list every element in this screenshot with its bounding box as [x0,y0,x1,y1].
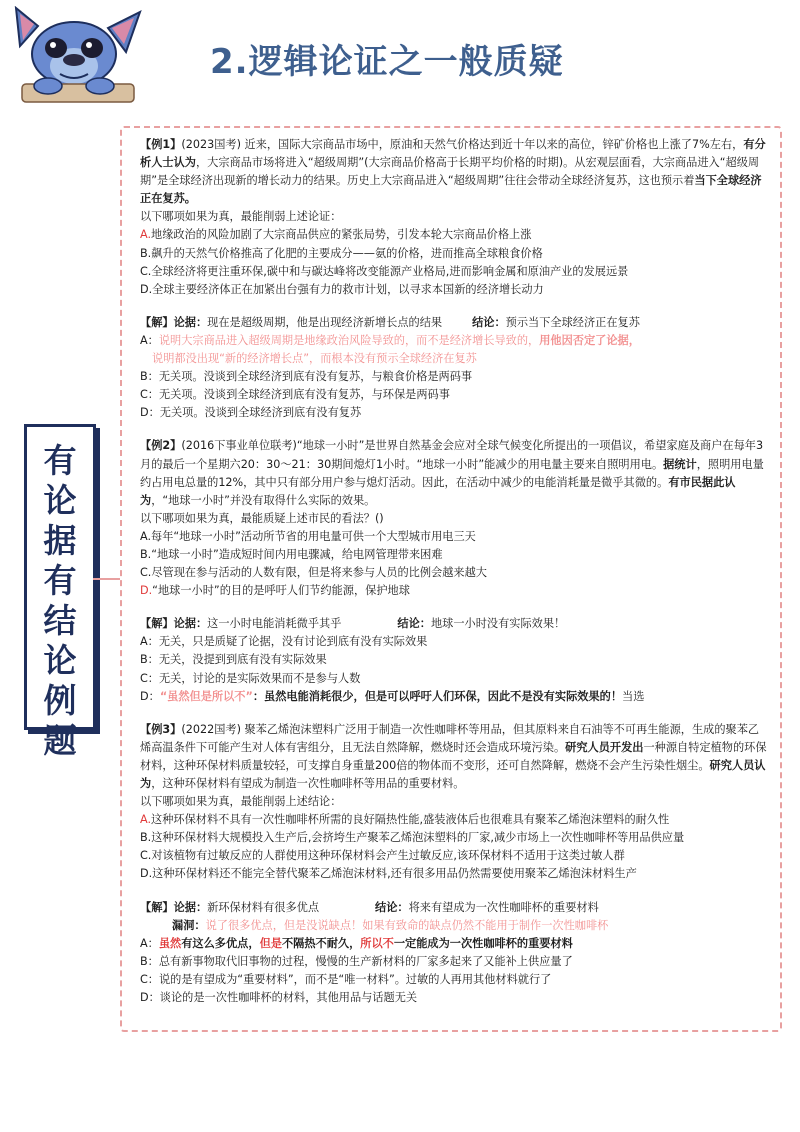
ex1-solution-a-cont: 说明都没出现“新的经济增长点”，而根本没有预示全球经济在复苏 [152,352,477,366]
ex1-option-c: C.全球经济将更注重环保,碳中和与碳达峰将改变能源产业格局,进而影响金属和原油产业的发展远景 [140,264,629,278]
ex3-solution-b: B：总有新事物取代旧事物的过程，慢慢的生产新材料的厂家多起来了又能补上供应量了 [140,954,573,968]
ex2-solution-header: 【解】论据：这一小时电能消耗微乎其乎 结论：地球一小时没有实际效果！ [140,617,566,631]
ex1-solution-b: B：无关项。没谈到全球经济到底有没有复苏，与粮食价格是两码事 [140,370,473,384]
ex3-option-d: D.这种环保材料还不能完全替代聚苯乙烯泡沫材料,还有很多用品仍然需要使用聚苯乙烯泡沫材料生产 [140,867,637,881]
ex1-stem: 【例1】(2023国考) 近来，国际大宗商品市场中，原油和天然气价格达到近十年以来的高位，锌矿价格也上涨了7%左右，有分析人士认为，大宗商品市场将进入“超级周期”(大宗商品价格高于长期平均价格的时期)。从宏观层面看，大宗商品进入“超级周期”是全球经济出现新的增长动力的结果。历史上大宗商品进入“超级周期”往往会带动全球经济复苏，这也预示着当下全球经济正在复苏。 [140,138,766,206]
ex2-solution-c: C：无关，讨论的是实际效果而不是参与人数 [140,671,361,685]
ex3-loophole: 漏洞：说了很多优点，但是没说缺点！如果有致命的缺点仍然不能用于制作一次性咖啡杯 [172,918,609,932]
ex1-label: 【例1】 [140,138,182,151]
ex1-option-b: B.飙升的天然气价格推高了化肥的主要成分——氨的价格，进而推高全球粮食价格 [140,246,543,260]
ex3-solution-d: D：谈论的是一次性咖啡杯的材料，其他用品与话题无关 [140,991,418,1005]
ex3-question: 以下哪项如果为真，最能削弱上述结论： [140,795,342,809]
connector-line [93,578,120,580]
ex1-solution-header: 【解】论据：现在是超级周期，他是出现经济新增长点的结果 结论：预示当下全球经济正在复苏 [140,315,640,329]
ex1-question: 以下哪项如果为真，最能削弱上述论证： [140,210,342,224]
ex2-stem: 【例2】(2016下事业单位联考)“地球一小时”是世界自然基金会应对全球气候变化所提出的一项倡议，希望家庭及商户在每年3月的最后一个星期六20：30～21：30期间熄灯1小时。“地球一小时”能减少的用电量主要来自照明用电。据统计，照明用电量约占用电总量的12%，其中只有部分用户参与熄灯活动。因此，在活动中减少的电能消耗量是微乎其微的。有市民据此认为，“地球一小时”并没有取得什么实际的效果。 [140,439,764,507]
ex3-stem: 【例3】(2022国考) 聚苯乙烯泡沫塑料广泛用于制造一次性咖啡杯等用品，但其原料来自石油等不可再生能源，生成的聚苯乙烯高温条件下可能产生对人体有害组分，且无法自然降解，燃烧时还会造成环境污染。研究人员开发出一种源自特定植物的环保材料，这种环保材料质量较轻，可支撑自身重量200倍的物体而不变形，还可自然降解，燃烧不会产生污染性烟尘。研究人员认为，这种环保材料有望成为制造一次性咖啡杯等用品的重要材料。 [140,722,767,790]
ex3-solution-header: 【解】论据：新环保材料有很多优点 结论：将来有望成为一次性咖啡杯的重要材料 [140,900,599,914]
ex3-option-b: B.这种环保材料大规模投入生产后,会挤垮生产聚苯乙烯泡沫塑料的厂家,减少市场上一次性咖啡杯等用品供应量 [140,831,685,845]
ex1-option-d: D.全球主要经济体正在加紧出台强有力的救市计划，以寻求本国新的经济增长动力 [140,282,544,296]
ex1-solution-a: A：说明大宗商品进入超级周期是地缘政治风险导致的，而不是经济增长导致的，用他因否定了论据， [140,333,640,347]
ex3-solution-c: C：说的是有望成为“重要材料”，而不是“唯一材料”。过敏的人再用其他材料就行了 [140,972,552,986]
ex2-question: 以下哪项如果为真，最能质疑上述市民的看法？() [140,511,384,525]
ex2-option-d: D.“地球一小时”的目的是呼吁人们节约能源，保护地球 [140,584,410,598]
ex2-solution-a: A：无关，只是质疑了论据，没有讨论到底有没有实际效果 [140,635,428,649]
ex2-solution-d: D：“虽然但是所以不”：虽然电能消耗很少，但是可以呼吁人们环保，因此不是没有实际效果的！当选 [140,689,645,703]
page-title: 2.逻辑论证之一般质疑 [210,42,564,82]
stitch-mascot-image [8,6,148,106]
ex2-option-c: C.尽管现在参与活动的人数有限，但是将来参与人员的比例会越来越大 [140,566,487,580]
side-label: 有 论 据 有 结 论 例 题 [43,441,77,760]
ex3-solution-a: A：虽然有这么多优点，但是不隔热不耐久，所以不一定能成为一次性咖啡杯的重要材料 [140,936,573,950]
ex3-option-c: C.对该植物有过敏反应的人群使用这种环保材料会产生过敏反应,该环保材料不适用于这类过敏人群 [140,849,625,863]
ex2-solution-b: B：无关，没提到到底有没有实际效果 [140,653,327,667]
ex3-label: 【例3】 [140,722,182,736]
ex2-option-b: B.“地球一小时”造成短时间内用电骤减，给电网管理带来困难 [140,547,443,561]
ex1-solution-d: D：无关项。没谈到全球经济到底有没有复苏 [140,406,362,420]
side-label-box [24,424,96,760]
ex1-solution-c: C：无关项。没谈到全球经济到底有没有复苏，与环保是两码事 [140,388,450,402]
ex2-label: 【例2】 [140,439,182,453]
ex2-option-a: A.每年“地球一小时”活动所节省的用电量可供一个大型城市用电三天 [140,529,476,543]
ex1-option-a: A.地缘政治的风险加剧了大宗商品供应的紧张局势，引发本轮大宗商品价格上涨 [140,228,532,242]
ex3-option-a: A.这种环保材料不具有一次性咖啡杯所需的良好隔热性能,盛装液体后也很难具有聚苯乙烯泡沫塑料的耐久性 [140,813,670,827]
content [140,136,770,1007]
